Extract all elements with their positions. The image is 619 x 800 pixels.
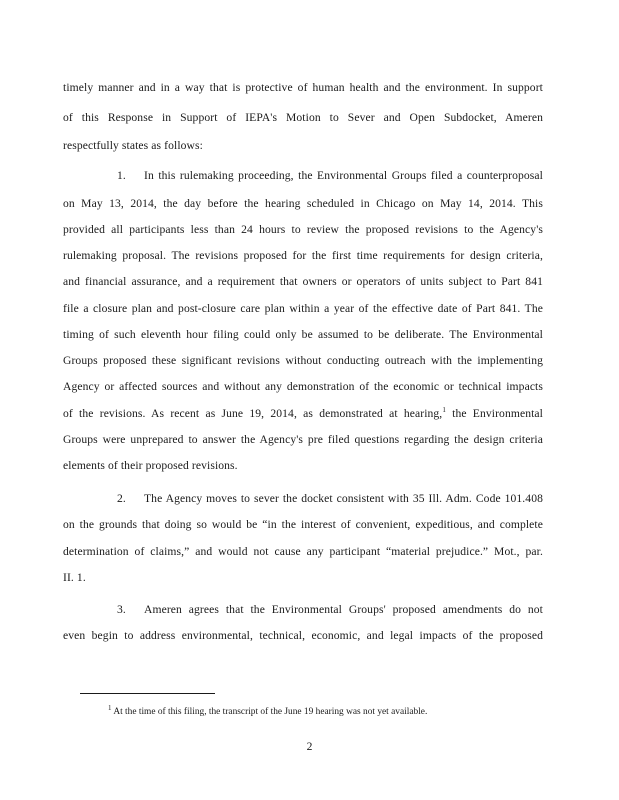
body-line: timing of such eleventh hour filing could only be assumed to be deliberate. The Environmental [63, 328, 543, 341]
body-line: file a closure plan and post-closure care plan within a year of the effective date of Part 841. The [63, 302, 543, 315]
body-line: determination of claims,” and would not cause any participant “material prejudice.” Mot., par. [63, 545, 543, 558]
body-line: respectfully states as follows: [63, 139, 203, 152]
body-line: Agency or affected sources and without any demonstration of the economic or technical impacts [63, 380, 543, 393]
body-line: of this Response in Support of IEPA's Motion to Sever and Open Subdocket, Ameren [63, 111, 543, 124]
body-line: elements of their proposed revisions. [63, 459, 238, 472]
body-line: on May 13, 2014, the day before the hearing scheduled in Chicago on May 14, 2014. This [63, 197, 543, 210]
paragraph-number: 2. [117, 492, 126, 505]
paragraph-number: 3. [117, 603, 126, 616]
footnote-reference: 1 [442, 406, 446, 415]
page-number: 2 [306, 740, 313, 753]
footnote-divider [80, 693, 215, 694]
body-line: rulemaking proposal. The revisions proposed for the first time requirements for design criteria, [63, 249, 543, 262]
paragraph-number: 1. [117, 169, 126, 182]
body-line: and financial assurance, and a requirement that owners or operators of units subject to Part 841 [63, 275, 543, 288]
footnote [108, 703, 428, 718]
body-line: Groups proposed these significant revisions without conducting outreach with the implementing [63, 354, 543, 367]
footnote-text: At the time of this filing, the transcript of the June 19 hearing was not yet available. [111, 707, 428, 717]
paragraph-text: The Agency moves to sever the docket consistent with 35 Ill. Adm. Code 101.408 [144, 492, 543, 505]
body-line-with-footnote [63, 406, 543, 421]
body-line: II. 1. [63, 571, 86, 584]
body-line: timely manner and in a way that is protective of human health and the environment. In support [63, 81, 543, 94]
paragraph-text: Ameren agrees that the Environmental Groups' proposed amendments do not [144, 603, 543, 616]
footnote-marker: 1 [108, 703, 112, 712]
paragraph-text: In this rulemaking proceeding, the Environmental Groups filed a counterproposal [144, 169, 543, 182]
body-line: on the grounds that doing so would be “in the interest of convenient, expeditious, and complete [63, 518, 543, 531]
line-text: of the revisions. As recent as June 19, 2014, as demonstrated at hearing, [63, 407, 443, 420]
body-line: provided all participants less than 24 hours to review the proposed revisions to the Agency's [63, 223, 543, 236]
body-line: Groups were unprepared to answer the Agency's pre filed questions regarding the design criteria [63, 433, 543, 446]
line-text: the Environmental [445, 407, 543, 420]
body-line: even begin to address environmental, technical, economic, and legal impacts of the proposed [63, 629, 543, 642]
